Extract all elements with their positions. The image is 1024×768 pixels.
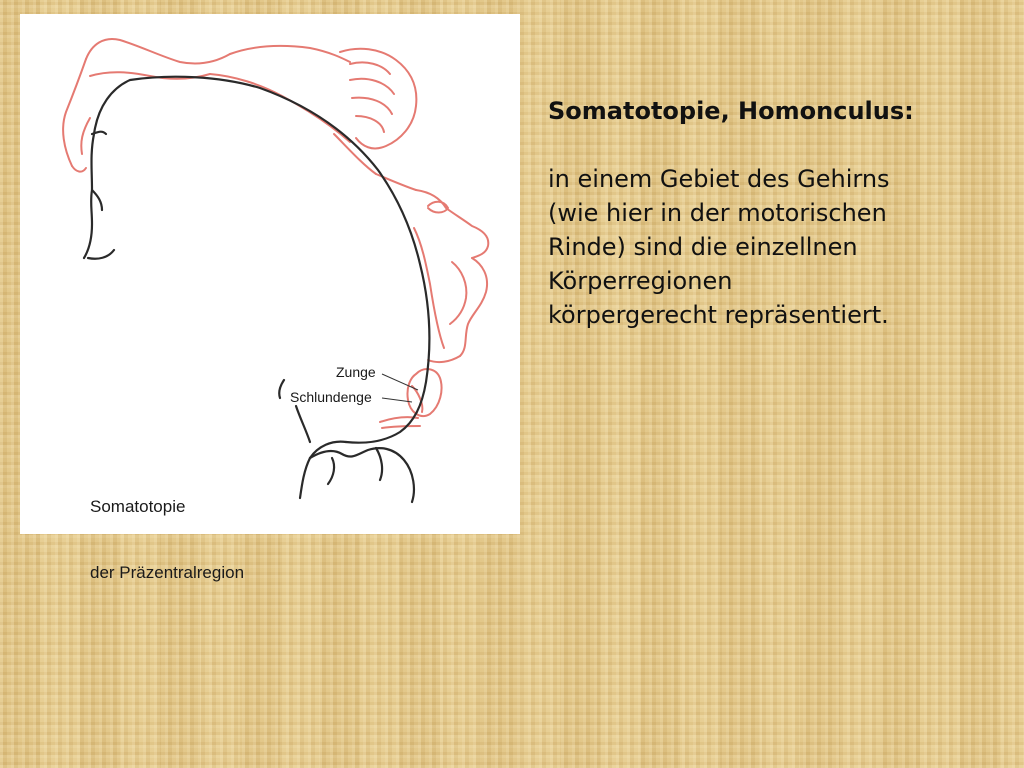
body-line-2: (wie hier in der motorischen xyxy=(548,199,887,227)
spacer xyxy=(548,128,998,162)
slide-text xyxy=(548,94,998,332)
body-line-3: Rinde) sind die einzellnen xyxy=(548,233,858,261)
homunculus-figure xyxy=(20,14,520,582)
body-line-5: körpergerecht repräsentiert. xyxy=(548,301,889,329)
label-zunge: Zunge xyxy=(336,364,376,380)
caption-line-1: Somatotopie xyxy=(90,497,186,516)
body-line-1: in einem Gebiet des Gehirns xyxy=(548,165,890,193)
slide-title: Somatotopie, Homonculus: xyxy=(548,97,914,125)
label-schlundenge: Schlundenge xyxy=(290,389,372,405)
caption-line-2: der Präzentralregion xyxy=(90,563,245,582)
figure-caption xyxy=(90,452,244,628)
body-line-4: Körperregionen xyxy=(548,267,733,295)
